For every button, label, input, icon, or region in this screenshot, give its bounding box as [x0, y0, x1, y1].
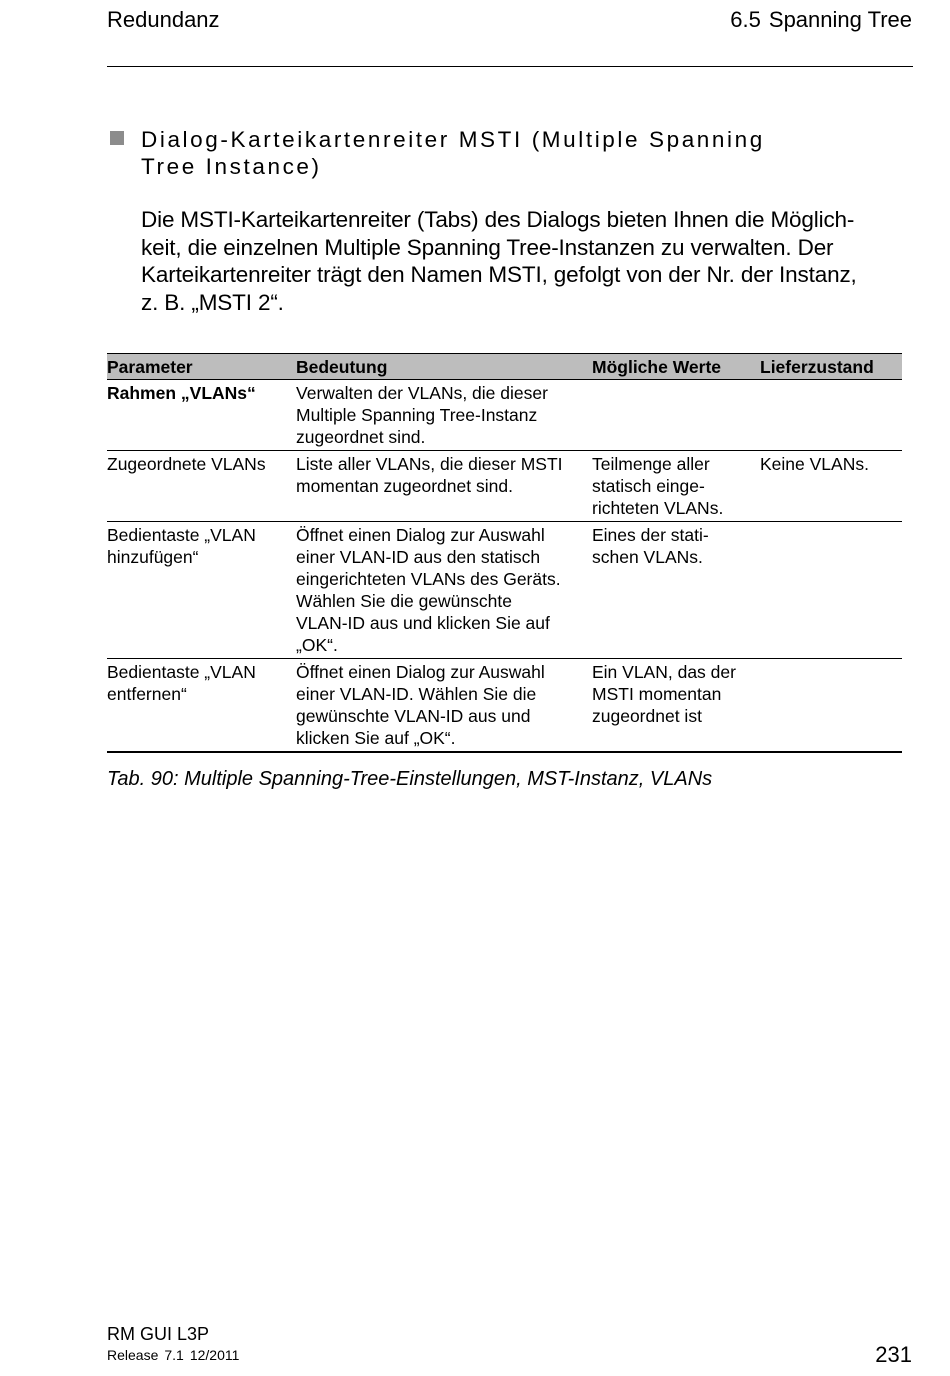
cell-line: Ein VLAN, das der — [592, 662, 736, 682]
table-cell-parameter — [107, 659, 296, 753]
release-version: 7.1 — [164, 1347, 184, 1363]
table-cell-lieferzustand — [760, 522, 902, 659]
cell-line: richteten VLANs. — [592, 498, 724, 518]
table-row — [107, 522, 902, 659]
cell-line: Bedientaste „VLAN — [107, 662, 256, 682]
intro-line: Karteikartenreiter trägt den Namen MSTI, gefolgt von der Nr. der Instanz, — [141, 262, 857, 287]
cell-line: einer VLAN-ID. Wählen Sie die — [296, 684, 537, 704]
cell-line: statisch einge- — [592, 476, 705, 496]
intro-line: keit, die einzelnen Multiple Spanning Tree-Instanzen zu verwalten. Der — [141, 234, 834, 260]
column-header-bedeutung: Bedeutung — [296, 354, 592, 380]
table-cell-lieferzustand — [760, 380, 902, 451]
release-label: Release — [107, 1347, 159, 1363]
cell-line: einer VLAN-ID aus den statisch — [296, 547, 541, 567]
table-cell-lieferzustand — [760, 451, 902, 522]
cell-line: eingerichteten VLANs des Geräts. — [296, 569, 561, 589]
table-row — [107, 451, 902, 522]
cell-line: VLAN-ID aus und klicken Sie auf — [296, 613, 550, 633]
table-cell-werte — [592, 522, 760, 659]
table-cell-bedeutung — [296, 451, 592, 522]
cell-line: Eines der stati- — [592, 525, 709, 545]
table-row — [107, 380, 902, 451]
cell-line: Teilmenge aller — [592, 454, 710, 474]
table-header-row — [107, 354, 902, 380]
release-date: 12/2011 — [189, 1347, 240, 1363]
table-cell-werte — [592, 659, 760, 753]
cell-line: Verwalten der VLANs, die dieser — [296, 383, 548, 403]
cell-line: Öffnet einen Dialog zur Auswahl — [296, 525, 545, 545]
table-cell-bedeutung — [296, 522, 592, 659]
table-caption: Tab. 90: Multiple Spanning-Tree-Einstellungen, MST-Instanz, VLANs — [107, 768, 713, 790]
cell-line: Zugeordnete VLANs — [107, 454, 266, 474]
section-name: Spanning Tree — [768, 7, 912, 32]
intro-line: Die MSTI-Karteikartenreiter (Tabs) des Dialogs bieten Ihnen die Möglich- — [141, 207, 855, 232]
table-cell-lieferzustand — [760, 659, 902, 753]
column-header-werte: Mögliche Werte — [592, 354, 760, 380]
running-header-section — [730, 7, 912, 33]
cell-line: Liste aller VLANs, die dieser MSTI — [296, 454, 563, 474]
parameter-table — [107, 353, 902, 753]
footer-release — [107, 1347, 239, 1363]
table-row — [107, 659, 902, 753]
table-cell-parameter — [107, 451, 296, 522]
section-title — [141, 126, 841, 180]
section-bullet-square-icon — [110, 131, 124, 145]
header-rule — [107, 66, 913, 67]
intro-paragraph — [141, 206, 916, 316]
cell-line: Öffnet einen Dialog zur Auswahl — [296, 662, 545, 682]
column-header-parameter: Parameter — [107, 354, 296, 380]
table-cell-werte — [592, 380, 760, 451]
section-number: 6.5 — [730, 7, 761, 32]
running-header-chapter: Redundanz — [107, 7, 220, 32]
table-cell-bedeutung — [296, 380, 592, 451]
cell-line: hinzufügen“ — [107, 547, 199, 567]
cell-line: entfernen“ — [107, 684, 187, 704]
table-cell-parameter — [107, 522, 296, 659]
cell-line: Wählen Sie die gewünschte — [296, 591, 512, 611]
intro-line: z. B. „MSTI 2“. — [141, 289, 284, 315]
cell-line: Bedientaste „VLAN — [107, 525, 256, 545]
footer-doc-title: RM GUI L3P — [107, 1324, 210, 1344]
table-cell-bedeutung — [296, 659, 592, 753]
cell-line: zugeordnet sind. — [296, 427, 426, 447]
cell-line: Rahmen „VLANs“ — [107, 383, 256, 403]
section-title-line: Dialog-Karteikartenreiter MSTI (Multiple Spanning — [141, 127, 765, 152]
cell-line: Keine VLANs. — [760, 454, 869, 474]
section-title-line: Tree Instance) — [141, 154, 322, 179]
cell-line: „OK“. — [296, 635, 338, 655]
cell-line: schen VLANs. — [592, 547, 703, 567]
cell-line: klicken Sie auf „OK“. — [296, 728, 456, 748]
cell-line: gewünschte VLAN-ID aus und — [296, 706, 531, 726]
page-number: 231 — [875, 1342, 912, 1367]
column-header-lieferzustand: Lieferzustand — [760, 354, 902, 380]
cell-line: Multiple Spanning Tree-Instanz — [296, 405, 538, 425]
cell-line: momentan zugeordnet sind. — [296, 476, 513, 496]
cell-line: zugeordnet ist — [592, 706, 702, 726]
table-cell-parameter — [107, 380, 296, 451]
table-cell-werte — [592, 451, 760, 522]
cell-line: MSTI momentan — [592, 684, 722, 704]
